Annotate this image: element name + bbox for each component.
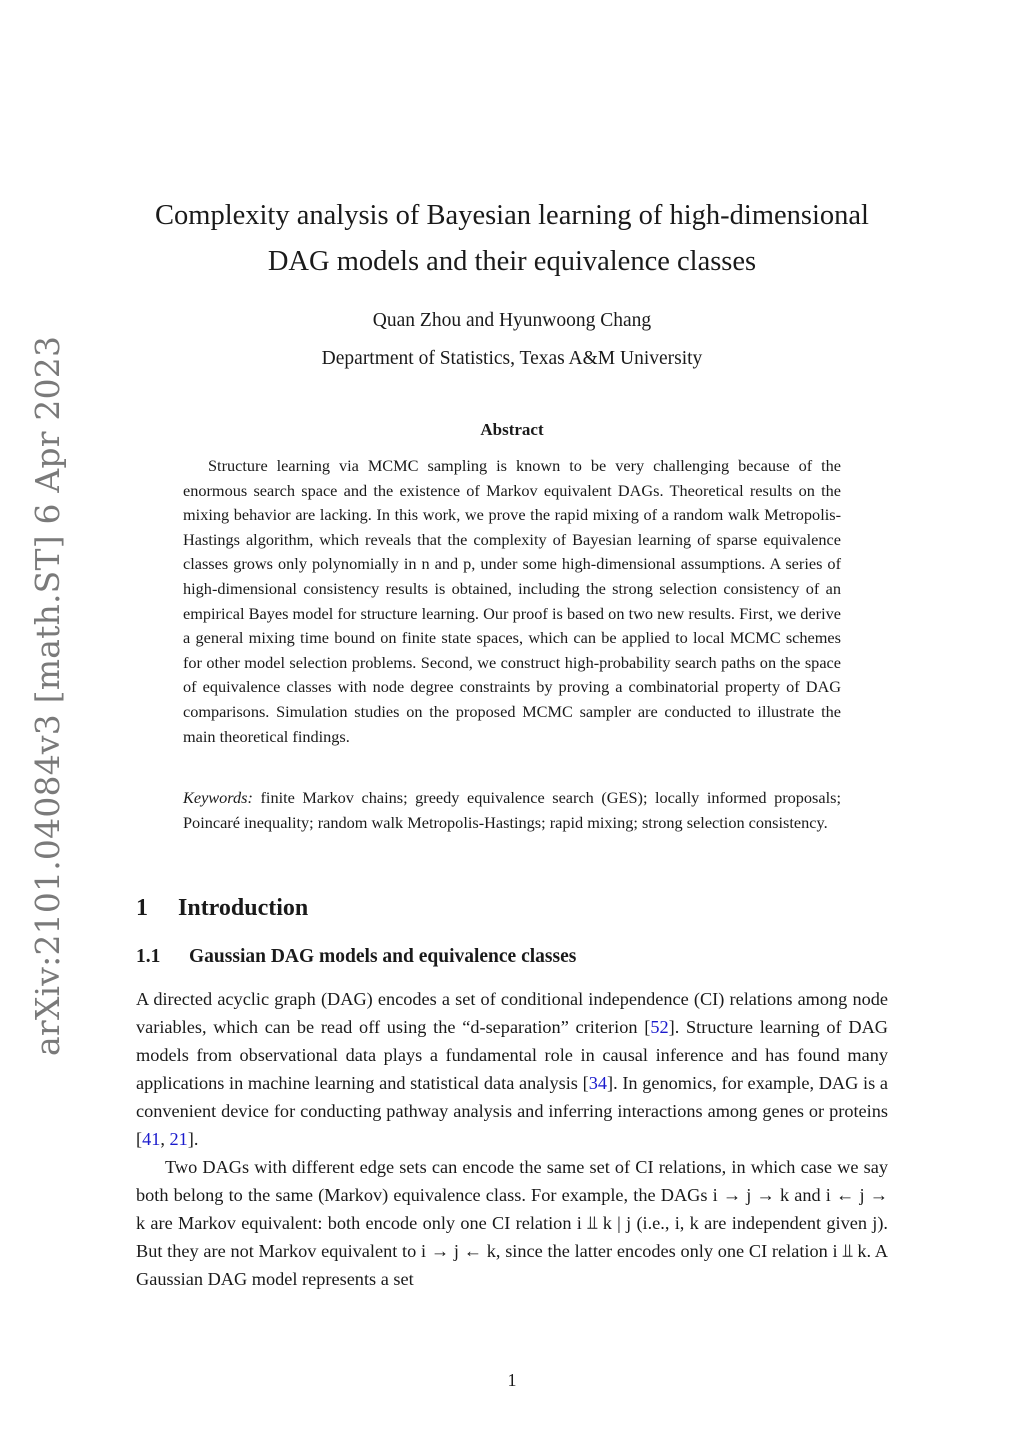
citation-link-21[interactable]: 21 [169, 1129, 188, 1149]
keywords-text: finite Markov chains; greedy equivalence search (GES); locally informed proposals; Poincaré inequality; random walk Metropolis-Hastings; rapid mixing; strong selection consistency. [183, 788, 841, 832]
keywords [183, 786, 841, 835]
section-number: 1 [136, 895, 148, 921]
para1-text-d: ]. [187, 1129, 199, 1149]
affiliation: Department of Statistics, Texas A&M University [321, 348, 703, 369]
citation-link-41[interactable]: 41 [142, 1129, 161, 1149]
citation-link-52[interactable]: 52 [650, 1017, 669, 1037]
page-number: 1 [507, 1370, 517, 1390]
subsection-number: 1.1 [136, 946, 161, 967]
title-line-1: Complexity analysis of Bayesian learning of high-dimensional [155, 200, 869, 231]
para1-text-b: ]. Structure learning of DAG models from observational data plays a fundamental role in causal inference and has found many applications in machine learning and statistical data analysis [ [136, 1017, 888, 1093]
arxiv-identifier-stamp: arXiv:2101.04084v3 [math.ST] 6 Apr 2023 [28, 335, 67, 1056]
subsection-heading [136, 946, 576, 968]
abstract-heading: Abstract [480, 420, 544, 439]
paper-title [100, 193, 924, 285]
section-title: Introduction [178, 895, 309, 921]
keywords-label: Keywords: [183, 788, 253, 807]
title-line-2: DAG models and their equivalence classes [267, 246, 757, 277]
para1-text-c: ]. In genomics, for example, DAG is a convenient device for conducting pathway analysis and inferring interactions among genes or proteins [ [136, 1073, 888, 1149]
subsection-title: Gaussian DAG models and equivalence classes [189, 946, 577, 967]
intro-paragraph-2: Two DAGs with different edge sets can encode the same set of CI relations, in which case we say both belong to the same (Markov) equivalence class. For example, the DAGs i → j → k and i ← j → k are Markov equivalent: both encode only one CI relation i ⫫ k | j (i.e., i, k are independent given j). But they are not Markov equivalent to i → j ← k, since the latter encodes only one CI relation i ⫫ k. A Gaussian DAG model represents a set [136, 1157, 888, 1289]
para1-text-a: A directed acyclic graph (DAG) encodes a set of conditional independence (CI) relations among node variables, which can be read off using the “d-separation” criterion [ [136, 989, 888, 1037]
para1-citation-separator: , [160, 1129, 170, 1149]
intro-paragraph-1 [136, 985, 888, 1153]
section-heading [136, 895, 308, 922]
author-list: Quan Zhou and Hyunwoong Chang [372, 310, 652, 331]
citation-link-34[interactable]: 34 [588, 1073, 607, 1093]
abstract-body: Structure learning via MCMC sampling is known to be very challenging because of the enormous search space and the existence of Markov equivalent DAGs. Theoretical results on the mixing behavior are lacking. In this work, we prove the rapid mixing of a random walk Metropolis-Hastings algorithm, which reveals that the complexity of Bayesian learning of sparse equivalence classes grows only polynomially in n and p, under some high-dimensional assumptions. A series of high-dimensional consistency results is obtained, including the strong selection consistency of an empirical Bayes model for structure learning. Our proof is based on two new results. First, we derive a general mixing time bound on finite state spaces, which can be applied to local MCMC schemes for other model selection problems. Second, we construct high-probability search paths on the space of equivalence classes with node degree constraints by proving a combinatorial property of DAG comparisons. Simulation studies on the proposed MCMC sampler are conducted to illustrate the main theoretical findings. [183, 456, 841, 746]
